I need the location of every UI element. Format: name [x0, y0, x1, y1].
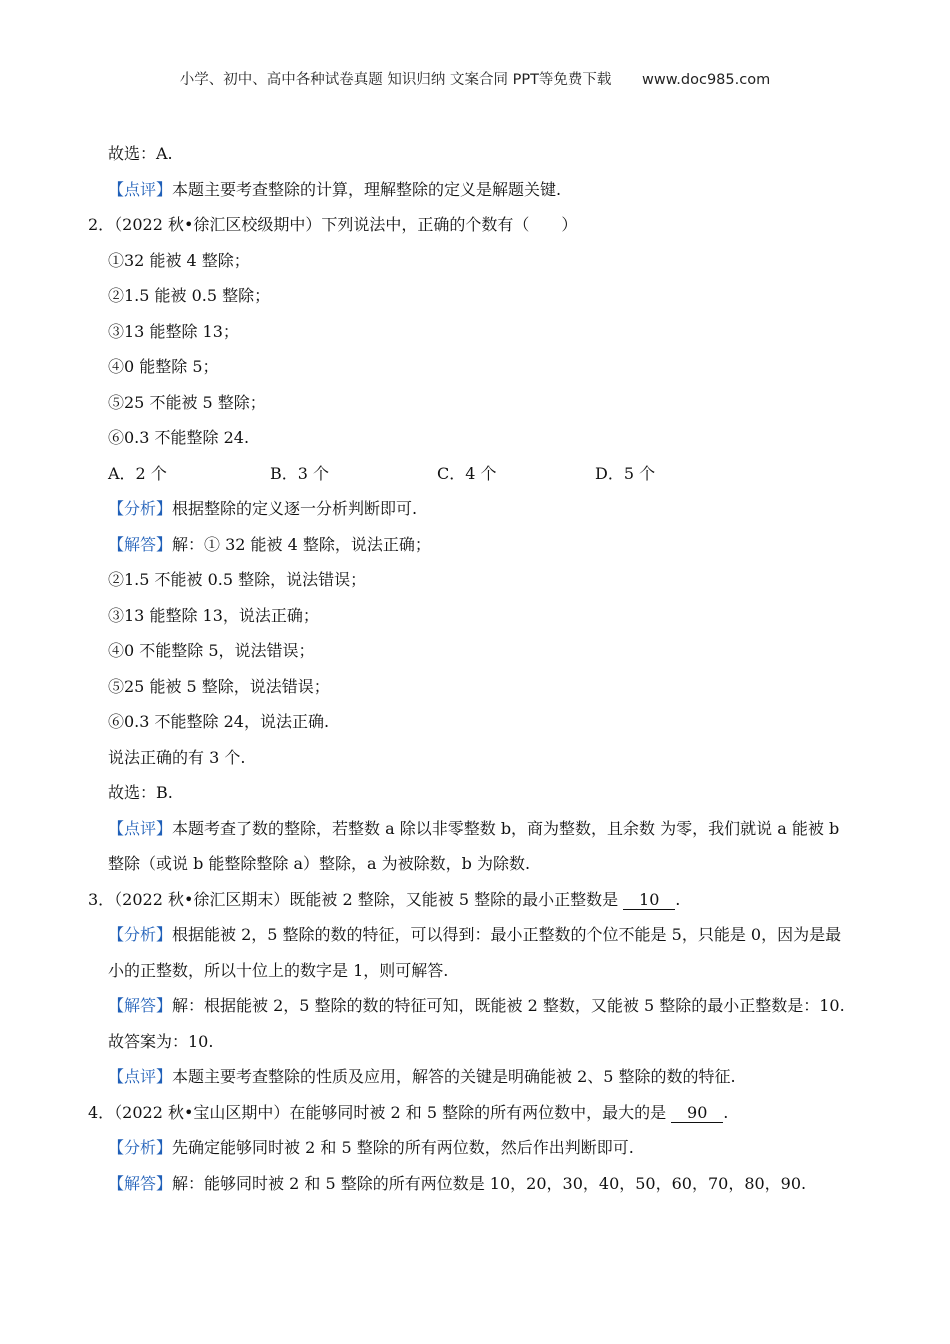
q3-answer-blank: 10	[623, 891, 675, 910]
q3-solution: 【解答】解：根据能被 2，5 整除的数的特征可知，既能被 2 整数，又能被 5 整除的最小正整数是：10.	[108, 996, 845, 1015]
header-site: www.doc985.com	[642, 72, 771, 88]
q3-comment: 【点评】本题主要考查整除的性质及应用，解答的关键是明确能被 2、5 整除的数的特征.	[108, 1067, 736, 1086]
solution-tag: 【解答】	[108, 996, 173, 1015]
analysis-tag: 【分析】	[108, 925, 173, 944]
comment-tag: 【点评】	[108, 818, 173, 838]
q2-count: 说法正确的有 3 个.	[108, 747, 246, 767]
q2-solution-line-6: ⑥0.3 不能整除 24，说法正确.	[108, 712, 330, 731]
document-body	[88, 136, 878, 1201]
q2-solution-line-4: ④0 不能整除 5，说法错误；	[108, 641, 315, 660]
solution-tag: 【解答】	[108, 534, 173, 554]
q2-solution-line-5: ⑤25 能被 5 整除，说法错误；	[108, 676, 330, 696]
q2-comment: 【点评】本题考查了数的整除，若整数 a 除以非零整数 b，商为整数，且余数 为零，我们就说 a 能被 b	[108, 818, 840, 838]
q1-comment: 【点评】本题主要考查整除的计算，理解整除的定义是解题关键.	[108, 179, 562, 199]
q2-item-1: ①32 能被 4 整除；	[108, 250, 250, 270]
q2-analysis: 【分析】根据整除的定义逐一分析判断即可.	[108, 499, 418, 518]
q2-item-2: ②1.5 能被 0.5 整除；	[108, 286, 271, 305]
q3-answer: 故答案为：10.	[108, 1031, 214, 1051]
q2-comment-cont: 整除（或说 b 能整除整除 a）整除，a 为被除数，b 为除数.	[108, 854, 531, 873]
q2-choices	[88, 456, 878, 492]
q3-analysis-cont: 小的正整数，所以十位上的数字是 1，则可解答.	[108, 960, 449, 980]
q2-item-5: ⑤25 不能被 5 整除；	[108, 392, 266, 412]
q2-answer: 故选：B.	[108, 783, 173, 802]
comment-tag: 【点评】	[108, 179, 173, 199]
q2-item-3: ③13 能整除 13；	[108, 321, 239, 341]
q2-item-6: ⑥0.3 不能整除 24.	[108, 428, 250, 447]
q2-solution: 【解答】解：① 32 能被 4 整除，说法正确；	[108, 534, 431, 554]
analysis-tag: 【分析】	[108, 499, 173, 518]
q2-solution-line-3: ③13 能整除 13，说法正确；	[108, 605, 319, 625]
q4-solution: 【解答】解：能够同时被 2 和 5 整除的所有两位数是 10，20，30，40，50，60，70，80，90.	[108, 1173, 807, 1193]
q2-stem: 2．（2022 秋•徐汇区校级期中）下列说法中，正确的个数有（ ）	[88, 215, 578, 234]
q3-analysis: 【分析】根据能被 2，5 整除的数的特征，可以得到：最小正整数的个位不能是 5，只能是 0，因为是最	[108, 925, 842, 944]
q4-answer-blank: 90	[671, 1104, 723, 1123]
q4-stem: 4．（2022 秋•宝山区期中）在能够同时被 2 和 5 整除的所有两位数中，最大的是 90 .	[88, 1102, 729, 1122]
choice-b: B．3 个	[270, 463, 330, 483]
choice-c: C．4 个	[437, 463, 497, 483]
page-header	[0, 68, 950, 89]
choice-d: D．5 个	[595, 463, 656, 483]
q2-solution-line-2: ②1.5 不能被 0.5 整除，说法错误；	[108, 570, 367, 589]
choice-a: A．2 个	[108, 463, 167, 483]
comment-tag: 【点评】	[108, 1067, 173, 1086]
q1-answer: 故选：A.	[108, 144, 173, 163]
q2-item-4: ④0 能整除 5；	[108, 357, 219, 376]
analysis-tag: 【分析】	[108, 1138, 173, 1157]
header-text: 小学、初中、高中各种试卷真题 知识归纳 文案合同 PPT等免费下载	[179, 72, 612, 88]
solution-tag: 【解答】	[108, 1173, 173, 1193]
q3-stem: 3．（2022 秋•徐汇区期末）既能被 2 整除，又能被 5 整除的最小正整数是 10 .	[88, 889, 681, 909]
q4-analysis: 【分析】先确定能够同时被 2 和 5 整除的所有两位数，然后作出判断即可.	[108, 1138, 634, 1157]
